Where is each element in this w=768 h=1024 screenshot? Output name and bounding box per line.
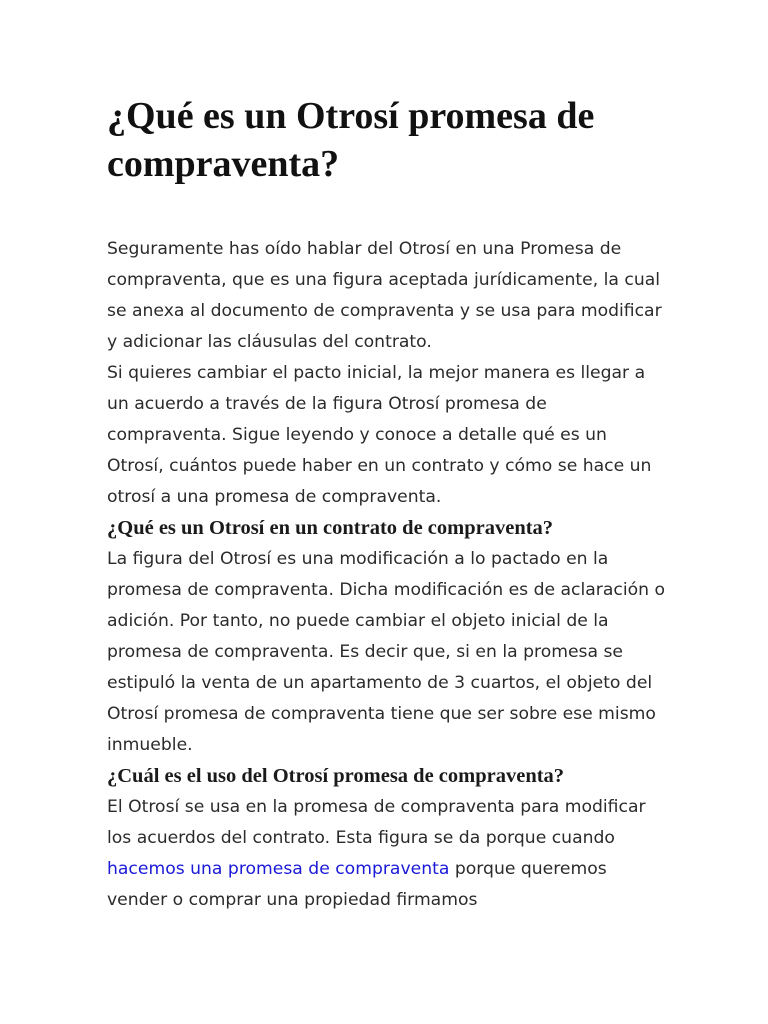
context-paragraph: Si quieres cambiar el pacto inicial, la mejor manera es llegar a un acuerdo a través de la figura Otrosí promesa de compraventa. Sigue leyendo y conoce a detalle qué es un Otrosí, cuántos puede haber en un contrato y cómo se hace un otrosí a una promesa de compraventa. [107, 363, 652, 507]
usage-text-after: porque queremos vender o comprar una propiedad firmamos [107, 859, 607, 910]
usage-paragraph [107, 792, 667, 916]
article-body [107, 234, 667, 916]
section-heading-usage: ¿Cuál es el uso del Otrosí promesa de compraventa? [107, 765, 565, 787]
promesa-compraventa-link[interactable]: hacemos una promesa de compraventa [107, 859, 450, 879]
definition-paragraph: La figura del Otrosí es una modificación a lo pactado en la promesa de compraventa. Dicha modificación es de aclaración o adición. Por tanto, no puede cambiar el objeto inicial de la promesa de compraventa. Es decir que, si en la promesa se estipuló la venta de un apartamento de 3 cuartos, el objeto del Otrosí promesa de compraventa tiene que ser sobre ese mismo inmueble. [107, 549, 666, 755]
page-title: ¿Qué es un Otrosí promesa de compraventa? [107, 95, 595, 185]
intro-paragraph: Seguramente has oído hablar del Otrosí en una Promesa de compraventa, que es una figura aceptada jurídicamente, la cual se anexa al documento de compraventa y se usa para modificar y adicionar las cláusulas del contrato. [107, 239, 662, 352]
section-heading-definition: ¿Qué es un Otrosí en un contrato de compraventa? [107, 517, 554, 539]
usage-text-before: El Otrosí se usa en la promesa de compraventa para modificar los acuerdos del contrato. Esta figura se da porque cuando [107, 797, 646, 848]
